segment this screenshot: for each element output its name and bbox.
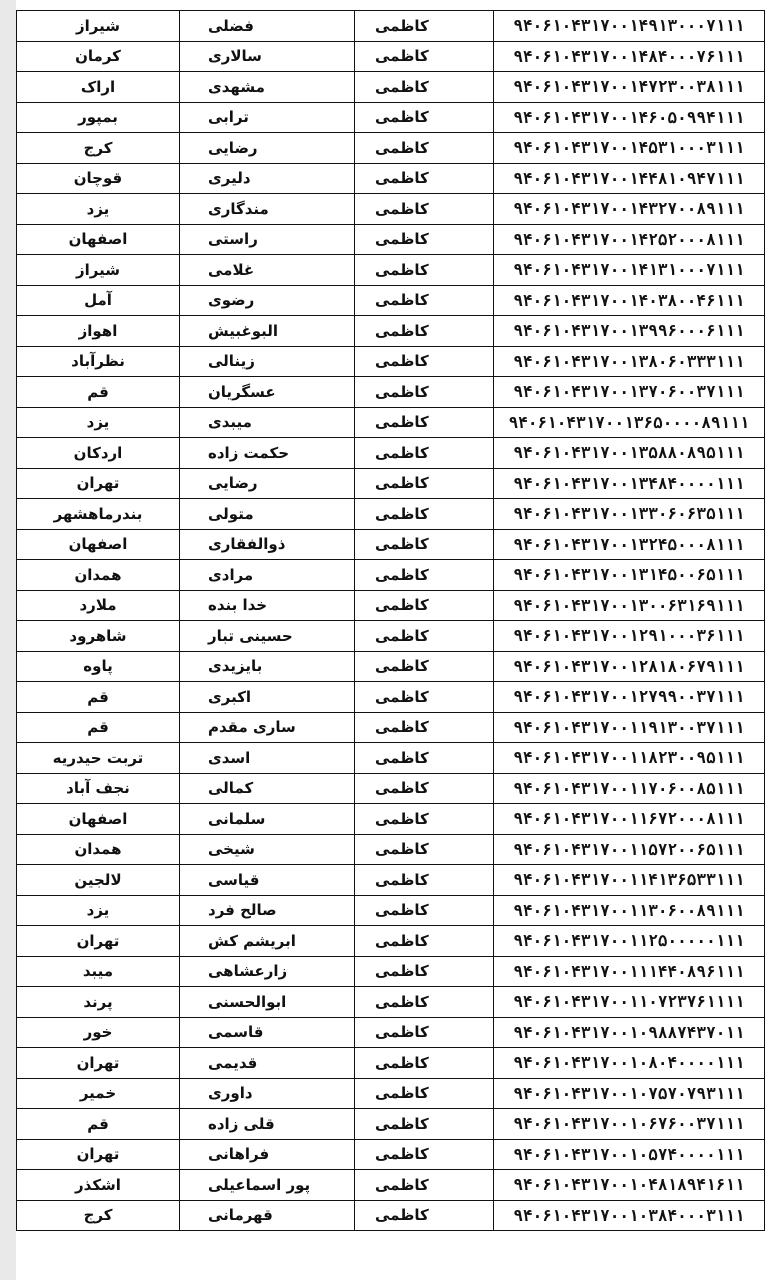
city-cell: میبد bbox=[17, 956, 180, 987]
table-row bbox=[17, 407, 765, 438]
city-cell: کرج bbox=[17, 1200, 180, 1231]
family-name-cell: کمالی bbox=[180, 773, 355, 804]
table-row bbox=[17, 956, 765, 987]
account-code-cell: ۹۴۰۶۱۰۴۳۱۷۰۰۱۱۸۲۳۰۰۹۵۱۱۱ bbox=[494, 743, 765, 774]
city-cell: قم bbox=[17, 1109, 180, 1140]
city-cell: کرمان bbox=[17, 41, 180, 72]
family-name-cell: زینالی bbox=[180, 346, 355, 377]
surname-cell: کاظمی bbox=[355, 987, 494, 1018]
table-row bbox=[17, 41, 765, 72]
family-name-cell: قهرمانی bbox=[180, 1200, 355, 1231]
city-cell: همدان bbox=[17, 560, 180, 591]
city-cell: اصفهان bbox=[17, 529, 180, 560]
city-cell: همدان bbox=[17, 834, 180, 865]
family-name-cell: قلی زاده bbox=[180, 1109, 355, 1140]
surname-cell: کاظمی bbox=[355, 682, 494, 713]
table-row bbox=[17, 590, 765, 621]
table-row bbox=[17, 316, 765, 347]
document-sheet bbox=[16, 10, 765, 1270]
table-row bbox=[17, 224, 765, 255]
account-code-cell: ۹۴۰۶۱۰۴۳۱۷۰۰۱۰۷۵۷۰۷۹۳۱۱۱ bbox=[494, 1078, 765, 1109]
table-row bbox=[17, 560, 765, 591]
account-code-cell: ۹۴۰۶۱۰۴۳۱۷۰۰۱۲۹۱۰۰۰۳۶۱۱۱ bbox=[494, 621, 765, 652]
family-name-cell: ذوالفقاری bbox=[180, 529, 355, 560]
table-row bbox=[17, 1139, 765, 1170]
records-table-body bbox=[17, 11, 765, 1231]
surname-cell: کاظمی bbox=[355, 407, 494, 438]
table-row bbox=[17, 682, 765, 713]
table-row bbox=[17, 1109, 765, 1140]
account-code-cell: ۹۴۰۶۱۰۴۳۱۷۰۰۱۲۸۱۸۰۶۷۹۱۱۱ bbox=[494, 651, 765, 682]
table-row bbox=[17, 11, 765, 42]
city-cell: لالجین bbox=[17, 865, 180, 896]
account-code-cell: ۹۴۰۶۱۰۴۳۱۷۰۰۱۱۰۷۲۳۷۶۱۱۱۱ bbox=[494, 987, 765, 1018]
table-row bbox=[17, 346, 765, 377]
account-code-cell: ۹۴۰۶۱۰۴۳۱۷۰۰۱۱۴۱۳۶۵۳۳۱۱۱ bbox=[494, 865, 765, 896]
family-name-cell: اسدی bbox=[180, 743, 355, 774]
city-cell: پاوه bbox=[17, 651, 180, 682]
surname-cell: کاظمی bbox=[355, 560, 494, 591]
table-row bbox=[17, 804, 765, 835]
family-name-cell: ترابی bbox=[180, 102, 355, 133]
city-cell: نجف آباد bbox=[17, 773, 180, 804]
surname-cell: کاظمی bbox=[355, 895, 494, 926]
city-cell: خمیر bbox=[17, 1078, 180, 1109]
family-name-cell: ابوالحسنی bbox=[180, 987, 355, 1018]
family-name-cell: فراهانی bbox=[180, 1139, 355, 1170]
family-name-cell: حکمت زاده bbox=[180, 438, 355, 469]
family-name-cell: رضایی bbox=[180, 133, 355, 164]
account-code-cell: ۹۴۰۶۱۰۴۳۱۷۰۰۱۳۳۰۶۰۶۳۵۱۱۱ bbox=[494, 499, 765, 530]
family-name-cell: بایزیدی bbox=[180, 651, 355, 682]
surname-cell: کاظمی bbox=[355, 499, 494, 530]
account-code-cell: ۹۴۰۶۱۰۴۳۱۷۰۰۱۱۳۰۶۰۰۸۹۱۱۱ bbox=[494, 895, 765, 926]
surname-cell: کاظمی bbox=[355, 102, 494, 133]
account-code-cell: ۹۴۰۶۱۰۴۳۱۷۰۰۱۱۶۷۲۰۰۰۸۱۱۱ bbox=[494, 804, 765, 835]
city-cell: تهران bbox=[17, 1139, 180, 1170]
family-name-cell: راستی bbox=[180, 224, 355, 255]
family-name-cell: قدیمی bbox=[180, 1048, 355, 1079]
account-code-cell: ۹۴۰۶۱۰۴۳۱۷۰۰۱۴۱۳۱۰۰۰۷۱۱۱ bbox=[494, 255, 765, 286]
table-row bbox=[17, 468, 765, 499]
table-row bbox=[17, 834, 765, 865]
surname-cell: کاظمی bbox=[355, 956, 494, 987]
account-code-cell: ۹۴۰۶۱۰۴۳۱۷۰۰۱۳۹۹۶۰۰۰۶۱۱۱ bbox=[494, 316, 765, 347]
surname-cell: کاظمی bbox=[355, 712, 494, 743]
account-code-cell: ۹۴۰۶۱۰۴۳۱۷۰۰۱۳۵۸۸۰۸۹۵۱۱۱ bbox=[494, 438, 765, 469]
city-cell: خور bbox=[17, 1017, 180, 1048]
table-row bbox=[17, 163, 765, 194]
surname-cell: کاظمی bbox=[355, 346, 494, 377]
account-code-cell: ۹۴۰۶۱۰۴۳۱۷۰۰۱۳۴۸۴۰۰۰۰۱۱۱ bbox=[494, 468, 765, 499]
family-name-cell: متولی bbox=[180, 499, 355, 530]
surname-cell: کاظمی bbox=[355, 285, 494, 316]
family-name-cell: فضلی bbox=[180, 11, 355, 42]
surname-cell: کاظمی bbox=[355, 804, 494, 835]
account-code-cell: ۹۴۰۶۱۰۴۳۱۷۰۰۱۱۱۴۴۰۸۹۶۱۱۱ bbox=[494, 956, 765, 987]
table-row bbox=[17, 438, 765, 469]
city-cell: شیراز bbox=[17, 255, 180, 286]
account-code-cell: ۹۴۰۶۱۰۴۳۱۷۰۰۱۴۹۱۳۰۰۰۷۱۱۱ bbox=[494, 11, 765, 42]
account-code-cell: ۹۴۰۶۱۰۴۳۱۷۰۰۱۴۲۵۲۰۰۰۸۱۱۱ bbox=[494, 224, 765, 255]
city-cell: کرج bbox=[17, 133, 180, 164]
surname-cell: کاظمی bbox=[355, 1078, 494, 1109]
family-name-cell: دلیری bbox=[180, 163, 355, 194]
surname-cell: کاظمی bbox=[355, 11, 494, 42]
surname-cell: کاظمی bbox=[355, 926, 494, 957]
family-name-cell: مشهدی bbox=[180, 72, 355, 103]
city-cell: آمل bbox=[17, 285, 180, 316]
table-row bbox=[17, 102, 765, 133]
account-code-cell: ۹۴۰۶۱۰۴۳۱۷۰۰۱۱۷۰۶۰۰۸۵۱۱۱ bbox=[494, 773, 765, 804]
table-row bbox=[17, 1017, 765, 1048]
account-code-cell: ۹۴۰۶۱۰۴۳۱۷۰۰۱۴۸۴۰۰۰۷۶۱۱۱ bbox=[494, 41, 765, 72]
table-row bbox=[17, 895, 765, 926]
city-cell: یزد bbox=[17, 407, 180, 438]
family-name-cell: غلامی bbox=[180, 255, 355, 286]
family-name-cell: خدا بنده bbox=[180, 590, 355, 621]
city-cell: قم bbox=[17, 682, 180, 713]
account-code-cell: ۹۴۰۶۱۰۴۳۱۷۰۰۱۰۶۷۶۰۰۳۷۱۱۱ bbox=[494, 1109, 765, 1140]
table-row bbox=[17, 926, 765, 957]
table-row bbox=[17, 1170, 765, 1201]
table-row bbox=[17, 773, 765, 804]
family-name-cell: شیخی bbox=[180, 834, 355, 865]
surname-cell: کاظمی bbox=[355, 773, 494, 804]
table-row bbox=[17, 133, 765, 164]
family-name-cell: سالاری bbox=[180, 41, 355, 72]
city-cell: اراک bbox=[17, 72, 180, 103]
account-code-cell: ۹۴۰۶۱۰۴۳۱۷۰۰۱۱۵۷۲۰۰۶۵۱۱۱ bbox=[494, 834, 765, 865]
surname-cell: کاظمی bbox=[355, 41, 494, 72]
table-row bbox=[17, 987, 765, 1018]
family-name-cell: زارعشاهی bbox=[180, 956, 355, 987]
account-code-cell: ۹۴۰۶۱۰۴۳۱۷۰۰۱۰۳۸۴۰۰۰۳۱۱۱ bbox=[494, 1200, 765, 1231]
family-name-cell: عسگریان bbox=[180, 377, 355, 408]
surname-cell: کاظمی bbox=[355, 438, 494, 469]
family-name-cell: مندگاری bbox=[180, 194, 355, 225]
family-name-cell: پور اسماعیلی bbox=[180, 1170, 355, 1201]
family-name-cell: صالح فرد bbox=[180, 895, 355, 926]
account-code-cell: ۹۴۰۶۱۰۴۳۱۷۰۰۱۰۸۰۴۰۰۰۰۱۱۱ bbox=[494, 1048, 765, 1079]
table-row bbox=[17, 285, 765, 316]
table-row bbox=[17, 255, 765, 286]
surname-cell: کاظمی bbox=[355, 72, 494, 103]
account-code-cell: ۹۴۰۶۱۰۴۳۱۷۰۰۱۴۷۲۳۰۰۳۸۱۱۱ bbox=[494, 72, 765, 103]
city-cell: بندرماهشهر bbox=[17, 499, 180, 530]
account-code-cell: ۹۴۰۶۱۰۴۳۱۷۰۰۱۴۶۰۵۰۹۹۴۱۱۱ bbox=[494, 102, 765, 133]
account-code-cell: ۹۴۰۶۱۰۴۳۱۷۰۰۱۰۹۸۸۷۴۳۷۰۱۱ bbox=[494, 1017, 765, 1048]
surname-cell: کاظمی bbox=[355, 1139, 494, 1170]
surname-cell: کاظمی bbox=[355, 1048, 494, 1079]
surname-cell: کاظمی bbox=[355, 834, 494, 865]
account-code-cell: ۹۴۰۶۱۰۴۳۱۷۰۰۱۴۴۸۱۰۹۴۷۱۱۱ bbox=[494, 163, 765, 194]
city-cell: قوچان bbox=[17, 163, 180, 194]
account-code-cell: ۹۴۰۶۱۰۴۳۱۷۰۰۱۱۹۱۳۰۰۳۷۱۱۱ bbox=[494, 712, 765, 743]
city-cell: اهواز bbox=[17, 316, 180, 347]
surname-cell: کاظمی bbox=[355, 133, 494, 164]
city-cell: یزد bbox=[17, 895, 180, 926]
account-code-cell: ۹۴۰۶۱۰۴۳۱۷۰۰۱۰۵۷۴۰۰۰۰۱۱۱ bbox=[494, 1139, 765, 1170]
family-name-cell: ساری مقدم bbox=[180, 712, 355, 743]
city-cell: ملارد bbox=[17, 590, 180, 621]
family-name-cell: قاسمی bbox=[180, 1017, 355, 1048]
city-cell: نظرآباد bbox=[17, 346, 180, 377]
city-cell: پرند bbox=[17, 987, 180, 1018]
table-row bbox=[17, 499, 765, 530]
family-name-cell: داوری bbox=[180, 1078, 355, 1109]
surname-cell: کاظمی bbox=[355, 194, 494, 225]
account-code-cell: ۹۴۰۶۱۰۴۳۱۷۰۰۱۳۱۴۵۰۰۶۵۱۱۱ bbox=[494, 560, 765, 591]
table-row bbox=[17, 621, 765, 652]
table-row bbox=[17, 1048, 765, 1079]
account-code-cell: ۹۴۰۶۱۰۴۳۱۷۰۰۱۴۰۳۸۰۰۴۶۱۱۱ bbox=[494, 285, 765, 316]
surname-cell: کاظمی bbox=[355, 377, 494, 408]
records-table bbox=[16, 10, 765, 1231]
page-edge bbox=[0, 0, 16, 1280]
city-cell: شاهرود bbox=[17, 621, 180, 652]
family-name-cell: سلمانی bbox=[180, 804, 355, 835]
surname-cell: کاظمی bbox=[355, 1109, 494, 1140]
table-row bbox=[17, 529, 765, 560]
surname-cell: کاظمی bbox=[355, 529, 494, 560]
family-name-cell: رضایی bbox=[180, 468, 355, 499]
city-cell: یزد bbox=[17, 194, 180, 225]
family-name-cell: البوغبیش bbox=[180, 316, 355, 347]
surname-cell: کاظمی bbox=[355, 163, 494, 194]
city-cell: تهران bbox=[17, 926, 180, 957]
city-cell: تهران bbox=[17, 1048, 180, 1079]
table-row bbox=[17, 1200, 765, 1231]
table-row bbox=[17, 194, 765, 225]
account-code-cell: ۹۴۰۶۱۰۴۳۱۷۰۰۱۳۸۰۶۰۳۳۳۱۱۱ bbox=[494, 346, 765, 377]
table-row bbox=[17, 743, 765, 774]
table-row bbox=[17, 72, 765, 103]
city-cell: اصفهان bbox=[17, 804, 180, 835]
city-cell: تربت حیدریه bbox=[17, 743, 180, 774]
city-cell: قم bbox=[17, 377, 180, 408]
surname-cell: کاظمی bbox=[355, 1200, 494, 1231]
surname-cell: کاظمی bbox=[355, 621, 494, 652]
account-code-cell: ۹۴۰۶۱۰۴۳۱۷۰۰۱۴۳۲۷۰۰۸۹۱۱۱ bbox=[494, 194, 765, 225]
table-row bbox=[17, 712, 765, 743]
account-code-cell: ۹۴۰۶۱۰۴۳۱۷۰۰۱۱۲۵۰۰۰۰۰۱۱۱ bbox=[494, 926, 765, 957]
surname-cell: کاظمی bbox=[355, 865, 494, 896]
city-cell: بمپور bbox=[17, 102, 180, 133]
account-code-cell: ۹۴۰۶۱۰۴۳۱۷۰۰۱۲۷۹۹۰۰۳۷۱۱۱ bbox=[494, 682, 765, 713]
account-code-cell: ۹۴۰۶۱۰۴۳۱۷۰۰۱۳۷۰۶۰۰۳۷۱۱۱ bbox=[494, 377, 765, 408]
city-cell: تهران bbox=[17, 468, 180, 499]
family-name-cell: میبدی bbox=[180, 407, 355, 438]
family-name-cell: حسینی تبار bbox=[180, 621, 355, 652]
surname-cell: کاظمی bbox=[355, 1017, 494, 1048]
surname-cell: کاظمی bbox=[355, 1170, 494, 1201]
surname-cell: کاظمی bbox=[355, 743, 494, 774]
city-cell: اصفهان bbox=[17, 224, 180, 255]
surname-cell: کاظمی bbox=[355, 255, 494, 286]
city-cell: قم bbox=[17, 712, 180, 743]
family-name-cell: قیاسی bbox=[180, 865, 355, 896]
city-cell: اردکان bbox=[17, 438, 180, 469]
surname-cell: کاظمی bbox=[355, 316, 494, 347]
account-code-cell: ۹۴۰۶۱۰۴۳۱۷۰۰۱۰۴۸۱۸۹۴۱۶۱۱ bbox=[494, 1170, 765, 1201]
city-cell: اشکذر bbox=[17, 1170, 180, 1201]
table-row bbox=[17, 651, 765, 682]
table-row bbox=[17, 1078, 765, 1109]
table-row bbox=[17, 865, 765, 896]
surname-cell: کاظمی bbox=[355, 224, 494, 255]
family-name-cell: ابریشم کش bbox=[180, 926, 355, 957]
family-name-cell: رضوی bbox=[180, 285, 355, 316]
table-row bbox=[17, 377, 765, 408]
account-code-cell: ۹۴۰۶۱۰۴۳۱۷۰۰۱۳۲۴۵۰۰۰۸۱۱۱ bbox=[494, 529, 765, 560]
surname-cell: کاظمی bbox=[355, 468, 494, 499]
account-code-cell: ۹۴۰۶۱۰۴۳۱۷۰۰۱۴۵۳۱۰۰۰۳۱۱۱ bbox=[494, 133, 765, 164]
surname-cell: کاظمی bbox=[355, 651, 494, 682]
family-name-cell: مرادی bbox=[180, 560, 355, 591]
account-code-cell: ۹۴۰۶۱۰۴۳۱۷۰۰۱۳۰۰۶۳۱۶۹۱۱۱ bbox=[494, 590, 765, 621]
account-code-cell: ۹۴۰۶۱۰۴۳۱۷۰۰۱۳۶۵۰۰۰۰۸۹۱۱۱ bbox=[494, 407, 765, 438]
surname-cell: کاظمی bbox=[355, 590, 494, 621]
family-name-cell: اکبری bbox=[180, 682, 355, 713]
city-cell: شیراز bbox=[17, 11, 180, 42]
